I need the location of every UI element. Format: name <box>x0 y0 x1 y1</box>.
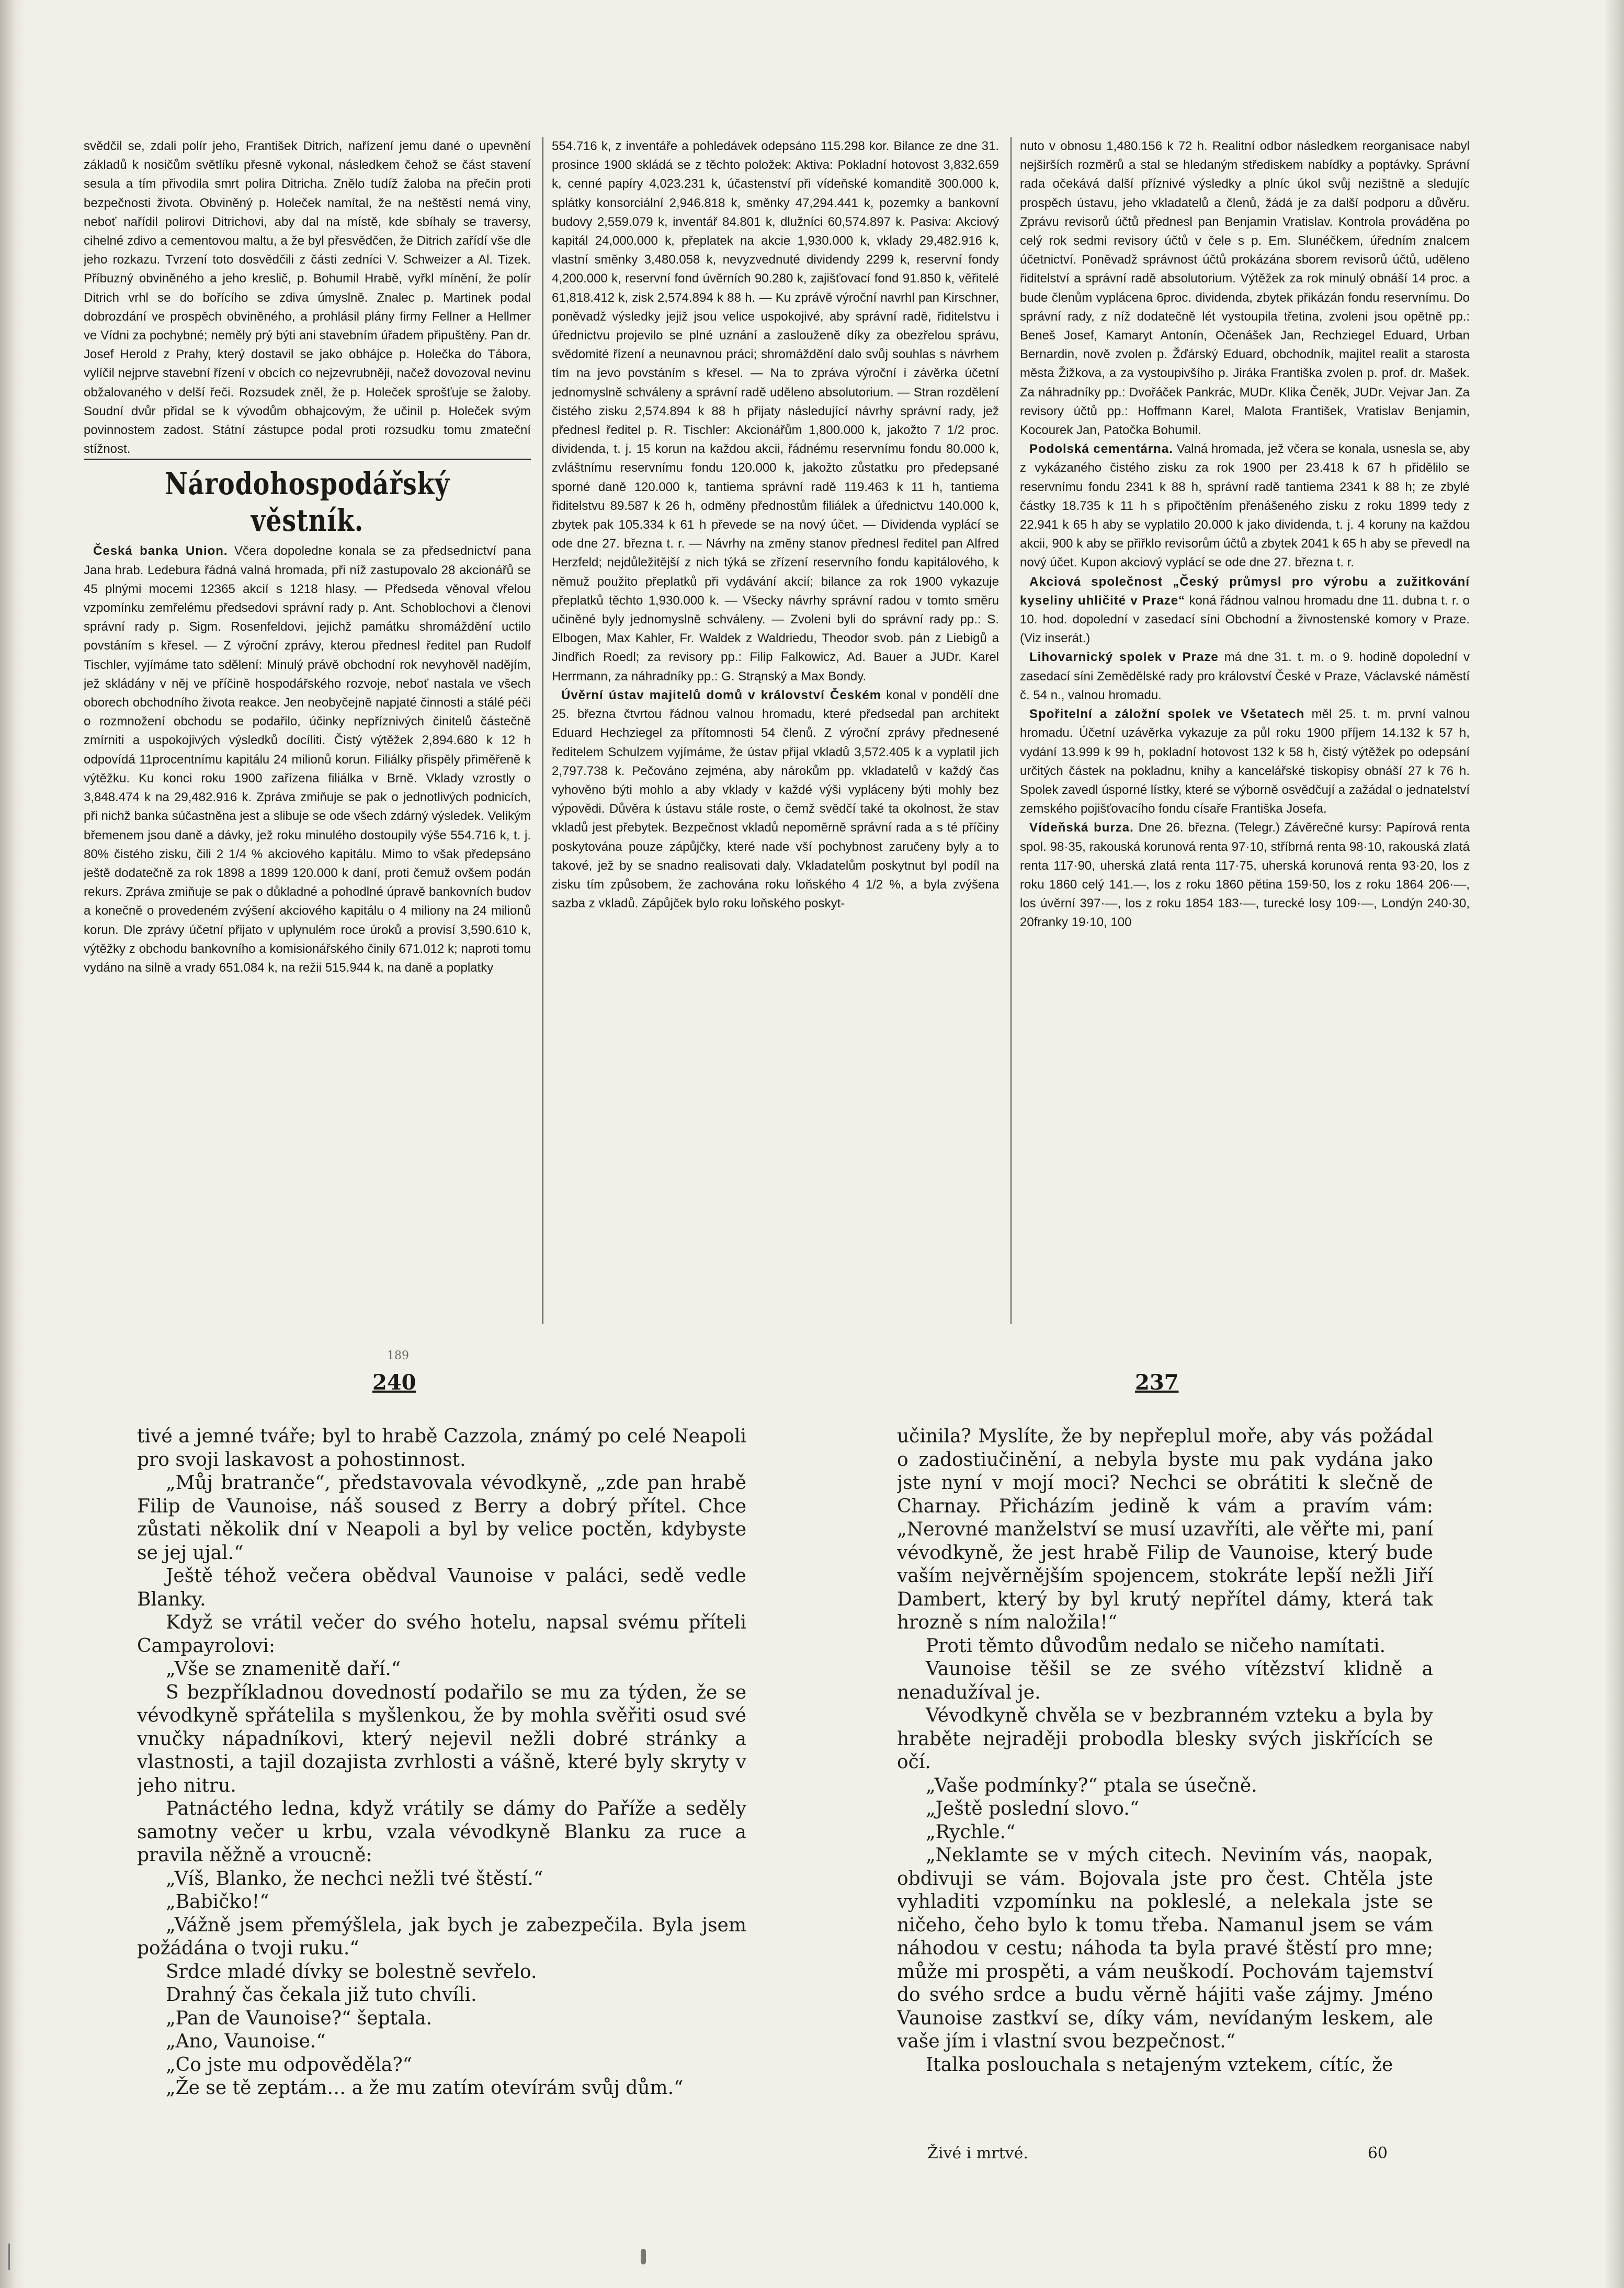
news-item-heading: Akciová společnost „Český průmysl pro výrobu a zužitkování kyseliny uhličité v Praze“ <box>1020 574 1470 608</box>
news-item-text: Včera dopoledne konala se za předsednictví pana Jana hrab. Ledebura řádná valná hromada, při níž zastupovalo 28 akcionářů se 45 plnými mocemi 12365 akcií s 1218 hlasy. — Předseda věnoval vřelou vzpomínku zemřelému předsedovi správní rady p. Ant. Schoblochovi a členovi správní rady p. Sigm. Rosenfeldovi, jejichž památku shromáždění uctilo povstáním s křesel. — Z výroční zprávy, kterou přednesl ředitel pan Rudolf Tischler, vyjímáme tato sdělení: Minulý právě obchodní rok nevyhověl nadějím, jež skládány v něj ve příčině hospodářského rozvoje, neboť nastala ve všech oborech obchodního života reakce. Jen neobyčejně napjaté činnosti a stálé péči o rozmnožení obchodu se podařilo, účinky nepříznivých činitelů částečně zmírniti a uspokojivých výsledků docíliti. Čistý výtěžek 2,894.680 k 12 h odpovídá 11procentnímu kapitálu 24 milionů korun. Filiálky přispěly přiměřeně k výtěžku. Ku konci roku 1900 zařízena filiálka v Brně. Vklady vzrostly o 3,848.474 k na 29,482.916 k. Zpráva zmiňuje se pak o jednotlivých podnicích, při nichž banka súčastněna jest a slibuje se ode všech zdárný výsledek. Velikým břemenem jsou daně a dávky, jež roku minulého dostoupily výše 554.716 k, t. j. 80% čistého zisku, čili 2 1/4 % akciového kapitálu. Mimo to však předepsáno ještě dodatečně za rok 1898 a 1899 120.000 k daní, proti čemuž ovšem podán rekurs. Zpráva zmiňuje se pak o důkladné a pohodlné úpravě bankovních budov a konečně o provedeném zvýšení akciového kapitálu o 4 miliony na 24 milionů korun. Dle zprávy účetní přijato v uplynulém roce úroků a provisí 3,590.610 k, výtěžky z obchodu bankovního a komisionářského činily 671.012 k; naproti tomu vydáno na silně a vrady 651.084 k, na režii 515.944 k, na daně a poplatky <box>84 544 531 975</box>
section-divider <box>84 459 531 460</box>
footer-signature-number: 60 <box>1367 2144 1388 2162</box>
news-item-union <box>84 542 531 977</box>
book-paragraph: „Víš, Blanko, že nechci nežli tvé štěstí.“ <box>166 1868 543 1889</box>
book-paragraph: Vaunoise těšil se ze svého vítězství klidně a nenadužíval je. <box>897 1658 1433 1703</box>
news-item <box>1020 705 1470 818</box>
news-paragraph: svědčil se, zdali polír jeho, František Ditrich, nařízení jemu dané o upevnění základů k nosičům světlíku přesně vykonal, následkem čehož se část stavení sesula a tím přivodila smrt polira Ditricha. Znělo tudíž žaloba na přečin proti bezpečnosti života. Obviněný p. Holeček namítal, že na neštěstí nemá viny, neboť nařídil polirovi Ditrichovi, aby dal na místě, kde sbíhaly se traversy, cihelné zdivo a cementovou maltu, a že byl přesvědčen, že Ditrich zařídí vše dle jeho rozkazu. Tvrzení toto dosvědčili z části zedníci V. Schweizer a Al. Tizek. Příbuzný obviněného a jeho kreslič, p. Bohumil Hrabě, vyřkl mínění, že polír Ditrich vrhl se do bořícího se zdiva úmyslně. Znalec p. Martinek podal dobrozdání ve prospěch obviněného, a prohlásil plány firmy Fellner a Hellmer ve Vídni za pochybné; neměly prý býti ani stavebním úřadem připuštěny. Pan dr. Josef Herold z Prahy, který dostavil se jako obhájce p. Holečka do Tábora, vylíčil nejprve stavební řízení v obcích co nejzevrubněji, načež dovozoval nevinu obžalovaného v delší řeči. Rozsudek zněl, že p. Holeček sprošťuje se žaloby. Soudní dvůr přidal se k vývodům obhajcovým, že učinil p. Holeček svým povinnostem zadost. Státní zástupce podal proti rozsudku tomu zmateční stížnost. <box>84 139 531 457</box>
column-rule <box>542 137 543 1324</box>
news-item-text: Dne 26. března. (Telegr.) Závěrečné kursy: Papírová renta spol. 98·35, rakouská korunová renta 97·10, stříbrná renta 98·10, rakouská zlatá renta 117·90, uherská zlatá renta 117·75, uherská korunová renta 93·20, los z roku 1860 celý 141.—, los z roku 1860 pětina 159·50, los z roku 1864 206·—, los úvěrní 397·—, los z roku 1854 183·—, turecké losy 109·—, Londýn 240·30, 20franky 19·10, 100 <box>1020 821 1470 930</box>
book-paragraph: „Vážně jsem přemýšlela, jak bych je zabezpečila. Byla jsem požádána o tvoji ruku.“ <box>137 1914 746 1959</box>
book-paragraph: „Pan de Vaunoise?“ šeptala. <box>166 2007 432 2029</box>
news-item <box>1020 818 1470 932</box>
pencil-mark: 189 <box>387 1349 409 1362</box>
book-page-left <box>137 1425 746 2147</box>
news-item-uverni-ustav <box>552 686 999 913</box>
book-paragraph: „Babičko!“ <box>166 1891 269 1913</box>
news-column-3 <box>1020 137 1470 1324</box>
news-item-heading: Lihovarnický spolek v Praze <box>1029 650 1219 665</box>
page-number-right: 237 <box>1135 1370 1179 1395</box>
book-paragraph: „Neklamte se v mých citech. Neviním vás, naopak, obdivuji se vám. Bojovala jste pro čest. Chtěla jste vyhladiti vzpomínku na pokleslé, a nelekala jste se ničeho, čeho bylo k tomu třeba. Namanul jsem se vám náhodou v cestu; náhoda ta byla pravé štěstí pro mne; může mi prospěti, a vám neuškodí. Pochovám tajemství do svého srdce a budu věrně hájiti vaše zájmy. Jméno Vaunoise zastkví se, díky vám, nevídaným leskem, ale vaše jím i vlastní svou bezpečnost.“ <box>897 1845 1433 2052</box>
book-paragraph: tivé a jemné tváře; byl to hrabě Cazzola, známý po celé Neapoli pro svoji laskavost a pohostinnost. <box>137 1426 746 1471</box>
margin-mark <box>8 2244 10 2270</box>
page-number-left: 240 <box>372 1370 416 1395</box>
news-item-text: měl 25. t. m. první valnou hromadu. Účetní uzávěrka vykazuje za půl roku 1900 příjem 14.132 k 57 h, vydání 13.999 k 99 h, pokladní hotovost 132 k 58 h, čistý výtěžek po odepsání určitých částek na pokladnu, knihy a kancelářské tiskopisy obnáší 27 k 76 h. Spolek zavedl úsporné lístky, které se výborně osvědčují a zažádal o jednatelství zemského pojišťovacího fondu císaře Františka Josefa. <box>1020 707 1470 816</box>
scan-edge-shadow-left <box>0 0 24 2288</box>
news-item-heading: Česká banka Union. <box>93 544 228 559</box>
book-paragraph: „Vaše podmínky?“ ptala se úsečně. <box>926 1774 1257 1796</box>
news-item-heading: Spořitelní a záložní spolek ve Všetatech <box>1029 707 1305 722</box>
book-paragraph: Srdce mladé dívky se bolestně sevřelo. <box>166 1961 537 1983</box>
book-paragraph: Patnáctého ledna, když vrátily se dámy do Paříže a seděly samotny večer u krbu, vzala vévodkyně Blanku za ruce a pravila něžně a vroucně: <box>137 1798 746 1866</box>
book-paragraph: „Vše se znamenitě daří.“ <box>166 1658 401 1680</box>
book-paragraph: Drahný čas čekala již tuto chvíli. <box>166 1984 477 2006</box>
news-item-text: má dne 31. t. m. o 9. hodině dopolední v zasedací síni Zemědělské rady pro království České v Praze, Václavské náměstí č. 54 n., valnou hromadu. <box>1020 650 1470 702</box>
book-paragraph: „Můj bratranče“, představovala vévodkyně, „zde pan hrabě Filip de Vaunoise, náš soused z Berry a dobrý přítel. Chce zůstati několik dní v Neapoli a byl by velice poctěn, kdybyste se jej ujal.“ <box>137 1472 746 1564</box>
book-paragraph: „Rychle.“ <box>926 1821 1016 1843</box>
book-paragraph: Ještě téhož večera obědval Vaunoise v paláci, sedě vedle Blanky. <box>137 1565 746 1610</box>
book-paragraph: „Co jste mu odpověděla?“ <box>166 2054 413 2076</box>
news-column-2 <box>552 137 999 1324</box>
book-paragraph: Vévodkyně chvěla se v bezbranném vzteku a byla by hraběte nejraději probodla blesky svých jiskřících se očí. <box>897 1705 1433 1773</box>
book-paragraph: Proti těmto důvodům nedalo se ničeho namítati. <box>926 1635 1386 1657</box>
news-item-heading: Vídeňská burza. <box>1029 821 1134 835</box>
book-paragraph: učinila? Myslíte, že by nepřeplul moře, aby vás požádal o zadostiučinění, a nebyla byste mu pak vydána jako jste nyní v mojí moci? Nechci se obrátiti k slečně de Charnay. Přicházím jedině k vám a pravím vám: „Nerovné manželství se musí uzavříti, ale věřte mi, paní vévodkyně, že jest hrabě Filip de Vaunoise, který bude vaším nejvěrnějším spojencem, stokráte lepší nežli Jiří Dambert, který by byl krutý nepřítel dámy, která tak hrozně s ním naložila!“ <box>897 1426 1433 1633</box>
column-rule <box>1010 137 1012 1324</box>
news-item <box>1020 440 1470 572</box>
scan-edge-shadow-right <box>1604 0 1624 2288</box>
news-item-heading: Podolská cementárna. <box>1029 442 1173 457</box>
newspaper-clipping <box>84 137 1470 1324</box>
book-page-right <box>897 1425 1433 2147</box>
news-item <box>1020 573 1470 648</box>
section-title: Národohospodářský věstník. <box>165 466 450 539</box>
news-item-text: koná řádnou valnou hromadu dne 11. dubna t. r. o 10. hod. dopolední v zasedací síni Obchodní a živnostenské komory v Praze. (Viz inserát.) <box>1020 593 1470 646</box>
news-item-heading: Úvěrní ústav majitelů domů v království Českém <box>561 688 882 702</box>
book-paragraph: „Ano, Vaunoise.“ <box>166 2031 326 2052</box>
news-paragraph: nuto v obnosu 1,480.156 k 72 h. Realitní odbor následkem reorganisace nabyl nejširších rozměrů a stal se hledaným střediskem nabídky a poptávky. Správní rada očekává další příznivé výsledky a plníc úkol svůj nezištně a sledujíc prospěch ústavu, jeho vkladatelů a členů, žádá je za další podporu a důvěru. Zprávu revisorů účtů přednesl pan Benjamin Vratislav. Kontrola prováděna po celý rok sedmi revisory účtů v čele s p. Em. Slunéčkem, úředním znalcem účetnictví. Poněvadž správnost účtů prokázána sborem revisorů účtů, uděleno řiditelství a správní radě absolutorium. Výtěžek za rok minulý obnáší 14 proc. a bude členům vyplácena 6proc. dividenda, zbytek přikázán fondu reservnímu. Do správní rady, z níž dodatečně lét vystoupila třetina, zvoleni jsou opětně pp.: Beneš Josef, Kamaryt Antonín, Očenášek Jan, Rechziegel Eduard, Urban Bernardin, nově zvolen p. Žďárský Eduard, obchodník, majitel realit a starosta města Žižkova, a za vystoupivšího p. Jiráka Františka zvolen p. prof. dr. Mašek. Za náhradníky pp.: Dvořáček Pankrác, MUDr. Klika Čeněk, JUDr. Vejvar Jan. Za revisory účtů pp.: Hoffmann Karel, Malota František, Vratislav Benjamin, Kocourek Jan, Patočka Bohumil. <box>1020 139 1470 438</box>
news-column-1 <box>84 137 531 1324</box>
book-paragraph: „Že se tě zeptám… a že mu zatím otevírám svůj dům.“ <box>166 2077 684 2099</box>
binding-hole <box>641 2249 646 2264</box>
book-paragraph: S bezpříkladnou dovedností podařilo se mu za týden, že se vévodkyně spřátelila s myšlenkou, že by mohla svěřiti osud své vnučky nápadníkovi, který nejevil nežli dobré stránky a vlastnosti, a tajil dozajista zvrhlosti a vášně, které byly skryty v jeho nitru. <box>137 1681 746 1796</box>
news-item-text: konal v pondělí dne 25. března čtvrtou řádnou valnou hromadu, které předsedal pan architekt Eduard Hechziegel za přítomnosti 54 členů. Z výroční zprávy přednesené ředitelem Schulzem vyjímáme, že ústav přijal vkladů 3,572.405 k a vyplatil jich 2,797.738 k. Pečováno zejména, aby nárokům pp. vkladatelů v každý čas vyhověno býti mohlo a aby vklady v každé výši vypláceny býti mohly bez výpovědi. Důvěra k ústavu stále roste, o čemž svědčí také ta okolnost, že stav vkladů jest přebytek. Bezpečnost vkladů nepoměrně správní rada a s té příčiny poskytována pouze zápůjčky, které nade vší pochybnost zaručeny byly a to takové, jež by se snadno realisovati daly. Vkladatelům poskytnut byl podíl na zisku tím způsobem, že zachována roku loňského 4 1/2 %, a byla zvýšena sazba z vkladů. Zápůjček bylo roku loňského poskyt- <box>552 688 999 911</box>
book-paragraph: Když se vrátil večer do svého hotelu, napsal svému příteli Campayrolovi: <box>137 1612 746 1657</box>
book-paragraph: „Ještě poslední slovo.“ <box>926 1798 1140 1819</box>
news-item <box>1020 648 1470 705</box>
news-paragraph: 554.716 k, z inventáře a pohledávek odepsáno 115.298 kor. Bilance ze dne 31. prosince 1900 skládá se z těchto položek: Aktiva: Pokladní hotovost 3,832.659 k, cenné papíry 4,023.231 k, účastenství při vídeňské komanditě 300.000 k, splátky konsorciální 2,946.818 k, směnky 47,294.441 k, pozemky a bankovní budovy 2,559.079 k, inventář 84.801 k, dlužníci 60,574.897 k. Pasiva: Akciový kapitál 24,000.000 k, přeplatek na akcie 1,930.000 k, vklady 29,482.916 k, vlastní směnky 3,480.058 k, nevyzvednuté dividendy 2299 k, reservní fondy 4,200.000 k, reservní fond úvěrních 90.280 k, zajišťovací fond 91.850 k, věřitelé 61,818.412 k, zisk 2,574.894 k 88 h. — Ku zprávě výroční navrhl pan Kirschner, poněvadž výsledky jejiž jsou velice uspokojivé, aby správní radě, řiditelstvu i úřednictvu projevilo se plné uznání a zaslouženě díky za obezřelou správu, svědomité řízení a neunavnou práci; shromáždění dalo svůj souhlas s návrhem tím na jevo povstáním s křesel. — Na to zpráva výroční i závěrka účetní jednomyslně schváleny a správní radě uděleno absolutorium. — Stran rozdělení čistého zisku 2,574.894 k 88 h přijaty následující návrhy správní rady, jež přednesl ředitel p. R. Tischler: Akcionářům 1,800.000 k, jakožto 7 1/2 proc. dividenda, t. j. 15 korun na každou akcii, řádnému reservnímu fondu 80.000 k, zvláštnímu reservnímu fondu 120.000 k, jakožto zůstatku pro předepsané sporné daně 120.000 k, tantiema správní radě 119.463 k 11 h, tantiema řiditelstvu 89.587 k 26 h, odměny přednostům filiálek a úřednictvu 140.000 k, zbytek pak 105.334 k 61 h převede se na nový účet. — Dividenda vyplácí se ode dne 27. března t. r. — Návrhy na změny stanov přednesl ředitel pan Alfred Herzfeld; nejdůležitější z nich týká se zřízení reservního fondu kapitálového, k němuž použito přeplatků při vydávání akcií; bilance za rok 1900 vykazuje přeplatků těchto 1,930.000 k. — Všecky návrhy správní radou v tomto směru učiněné byly jednomyslně schváleny. — Zvoleni byli do správní rady pp.: S. Elbogen, Max Kahler, Fr. Waldek z Waldriedu, Theodor svob. pán z Liebigů a Jindřich Roedl; za revisory pp.: Filip Falkowicz, Ad. Bauer a JUDr. Karel Herrmann, za náhradníky pp.: G. Strąnský a Max Bondy. <box>552 139 999 684</box>
footer-title: Živé i mrtvé. <box>927 2144 1028 2162</box>
book-paragraph: Italka poslouchala s netajeným vztekem, cítíc, že <box>926 2054 1393 2076</box>
news-item-text: Valná hromada, jež včera se konala, usnesla se, aby z vykázaného čistého zisku za rok 1900 per 23.418 k 67 h přidělilo se reservnímu fondu 2341 k 88 h, správní radě tantiema 2341 k 88 h; ze zbylé částky 18.735 k 11 h s připočtěním přenášeného zisku z roku 1899 tedy z 22.941 k 65 h aby se vyplatilo 20.000 k jako dividenda, t. j. 4 koruny na každou akcii, 900 k aby se přiřklo revisorům účtů a zbytek 2041 k 65 h aby se převedl na nový účet. Kupon akciový vyplácí se ode dne 27. března t. r. <box>1020 442 1470 570</box>
